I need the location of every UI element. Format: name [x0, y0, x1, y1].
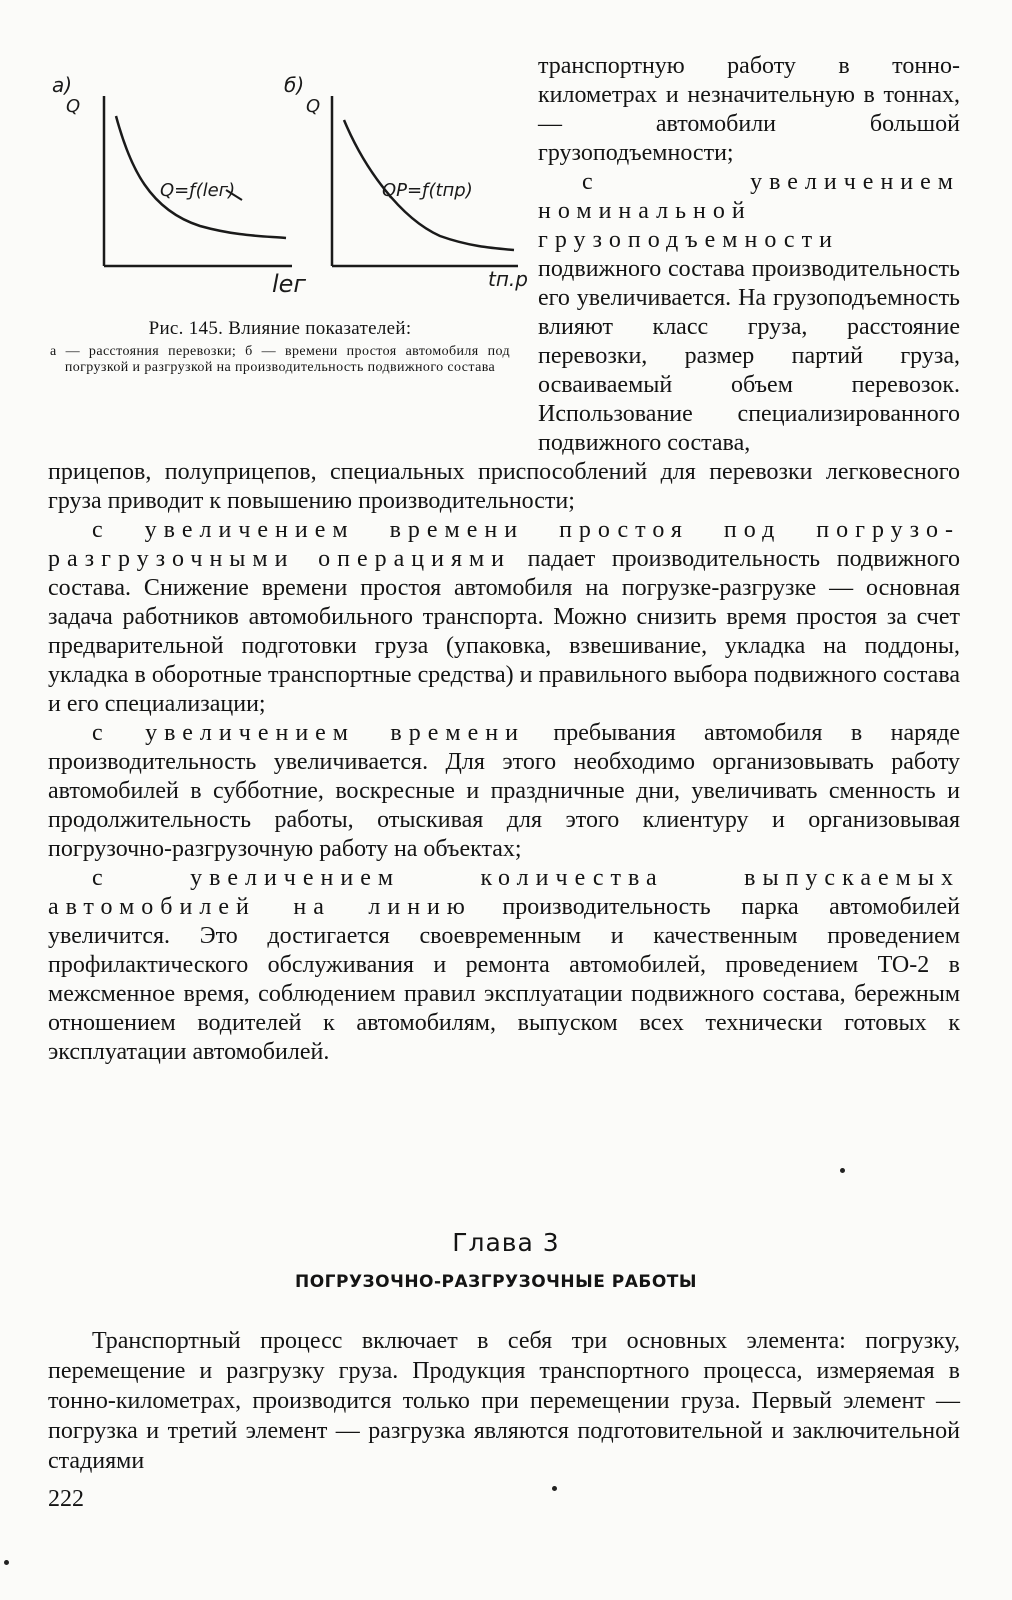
right-column-text [538, 52, 960, 458]
paragraph-transport-process: Транспортный процесс включает в себя три основных элемента: погрузку, перемещение и разгрузку груза. Продукция транспортного процесса, измеряемая в тонно-километрах, производится только при перемещении груза. Первый элемент — погрузка и третий элемент — разгрузка являются подготовительной и заключительной стадиями [48, 1328, 960, 1474]
panel-b-y-label: Q [306, 96, 321, 117]
main-text [48, 458, 960, 1067]
figure-graphs [40, 50, 528, 320]
caption-body: а — расстояния перевозки; б — времени простоя автомобиля под погрузкой и разгрузкой на производительность подвижного состава [50, 344, 510, 375]
paragraph-continuation: транспортную работу в тонно-километрах и незначительную в тоннах, — автомобили большой грузоподъемности; [538, 53, 960, 166]
paragraph-trailers: прицепов, полуприцепов, специальных приспособлений для перевозки легковесного груза приводит к повышению производительности; [48, 459, 960, 514]
panel-a-curve-label: Q=ƒ(lег) [160, 180, 236, 201]
paragraph-time-in-service [48, 719, 960, 864]
panel-a-x-label: lег [272, 270, 307, 298]
caption-title: Рис. 145. Влияние показателей: [148, 318, 412, 339]
print-speck [4, 1560, 9, 1565]
panel-a-y-label: Q [66, 96, 81, 117]
panel-a-curve [116, 116, 286, 238]
chapter-label: Глава 3 [452, 1228, 560, 1257]
text-nominal-capacity: подвижного состава производительность его увеличивается. На грузоподъемность влияют класс груза, расстояние перевозки, размер партий груза, осваиваемый объем перевозок. Использование специализированного подвижного состава, [538, 256, 960, 456]
emphasis-idle-time: с увеличением времени простоя под погрузо-разгрузочными операциями [48, 517, 960, 572]
panel-b-label: б) [284, 73, 305, 97]
emphasis-nominal-capacity: с увеличением номинальной грузоподъемности [538, 169, 960, 253]
panel-a-label: а) [52, 73, 73, 97]
chapter-text [48, 1326, 960, 1476]
text-time-in-service: пребывания автомобиля в наряде производительность увеличивается. Для этого необходимо организовывать работу автомобилей в субботние, воскресные и праздничные дни, увеличивать сменность и продолжительность работы, отыскивая для этого клиентуру и организовывая погрузочно-разгрузочную работу на объектах; [48, 720, 960, 862]
print-speck [840, 1168, 845, 1173]
chapter-title: ПОГРУЗОЧНО-РАЗГРУЗОЧНЫЕ РАБОТЫ [294, 1272, 698, 1292]
panel-b-curve-label: QP=ƒ(tпр) [382, 180, 473, 201]
emphasis-vehicle-count: с увеличением количества выпускаемых автомобилей на линию [48, 865, 960, 920]
paragraph-idle-time [48, 516, 960, 719]
paragraph-vehicle-count [48, 864, 960, 1067]
print-speck [552, 1486, 557, 1491]
emphasis-time-in-service: с увеличением времени [92, 720, 525, 746]
figure-caption [50, 318, 510, 376]
page-number: 222 [48, 1486, 84, 1512]
paragraph-nominal-capacity [538, 168, 960, 458]
text-vehicle-count: производительность парка автомобилей увеличится. Это достигается своевременным и качественным проведением профилактического обслуживания и ремонта автомобилей, проведением ТО-2 в межсменное время, соблюдением правил эксплуатации подвижного состава, бережным отношением водителей к автомобилям, выпуском всех технически готовых к эксплуатации автомобилей. [48, 894, 960, 1065]
text-idle-time: падает производительность подвижного состава. Снижение времени простоя автомобиля на погрузке-разгрузке — основная задача работников автомобильного транспорта. Можно снизить время простоя за счет предварительной подготовки груза (упаковка, взвешивание, укладка на поддоны, укладка в оборотные транспортные средства) и правильного выбора подвижного состава и его специализации; [48, 546, 960, 717]
panel-b-x-label: tп.р [488, 267, 528, 291]
